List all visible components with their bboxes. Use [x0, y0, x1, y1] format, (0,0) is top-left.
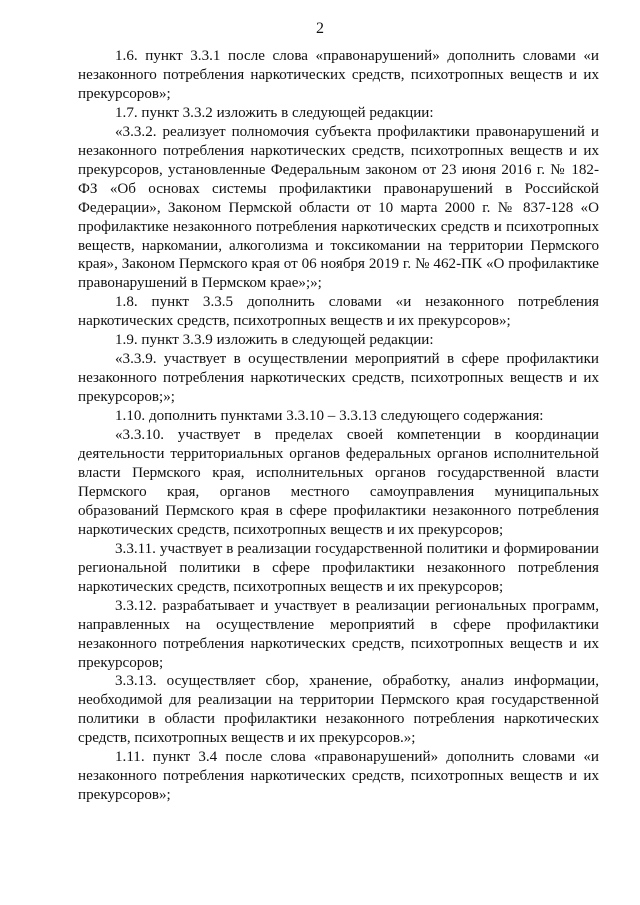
paragraph-3-3-9: «3.3.9. участвует в осуществлении мероприятий в сфере профилактики незаконного потребления наркотических средств, психотропных веществ и их прекурсоров;»;	[78, 351, 599, 406]
paragraph-1-11: 1.11. пункт 3.4 после слова «правонарушений» дополнить словами «и незаконного потребления наркотических средств, психотропных веществ и их прекурсоров»;	[78, 749, 599, 804]
paragraph-1-10: 1.10. дополнить пунктами 3.3.10 – 3.3.13 следующего содержания:	[115, 408, 544, 425]
document-body	[78, 47, 599, 805]
paragraph-1-8: 1.8. пункт 3.3.5 дополнить словами «и незаконного потребления наркотических средств, психотропных веществ и их прекурсоров»;	[78, 294, 599, 330]
paragraph-3-3-13: 3.3.13. осуществляет сбор, хранение, обработку, анализ информации, необходимой для реализации на территории Пермского края государственной политики в области профилактики незаконного потребления наркотических средств, психотропных веществ и их прекурсоров.»;	[78, 673, 599, 747]
paragraph-1-7: 1.7. пункт 3.3.2 изложить в следующей редакции:	[115, 104, 434, 121]
paragraph-3-3-10: «3.3.10. участвует в пределах своей компетенции в координации деятельности территориальных органов федеральных органов исполнительной власти Пермского края, исполнительных органов государственной власти Пермского края, органов местного самоуправления муниципальных образований Пермского края в сфере профилактики незаконного потребления наркотических средств, психотропных веществ и их прекурсоров;	[78, 427, 599, 538]
paragraph-3-3-2: «3.3.2. реализует полномочия субъекта профилактики правонарушений и незаконного потребления наркотических средств, психотропных веществ и их прекурсоров, установленные Федеральным законом от 23 июня 2016 г. № 182-ФЗ «Об основах системы профилактики правонарушений в Российской Федерации», Законом Пермской области от 10 марта 2000 г. № 837-128 «О профилактике незаконного потребления наркотических средств и психотропных веществ, наркомании, алкоголизма и токсикомании на территории Пермского края», Законом Пермского края от 06 ноября 2019 г. № 462-ПК «О профилактике правонарушений в Пермском крае»;»;	[78, 123, 599, 292]
paragraph-3-3-12: 3.3.12. разрабатывает и участвует в реализации региональных программ, направленных на осуществление мероприятий в сфере профилактики незаконного потребления наркотических средств, психотропных веществ и их прекурсоров;	[78, 597, 599, 671]
paragraph-3-3-11: 3.3.11. участвует в реализации государственной политики и формировании региональной политики в сфере профилактики незаконного потребления наркотических средств, психотропных веществ и их прекурсоров;	[78, 540, 599, 595]
page-number: 2	[316, 20, 324, 37]
paragraph-1-9: 1.9. пункт 3.3.9 изложить в следующей редакции:	[115, 332, 434, 349]
paragraph-1-6: 1.6. пункт 3.3.1 после слова «правонарушений» дополнить словами «и незаконного потребления наркотических средств, психотропных веществ и их прекурсоров»;	[78, 48, 599, 102]
